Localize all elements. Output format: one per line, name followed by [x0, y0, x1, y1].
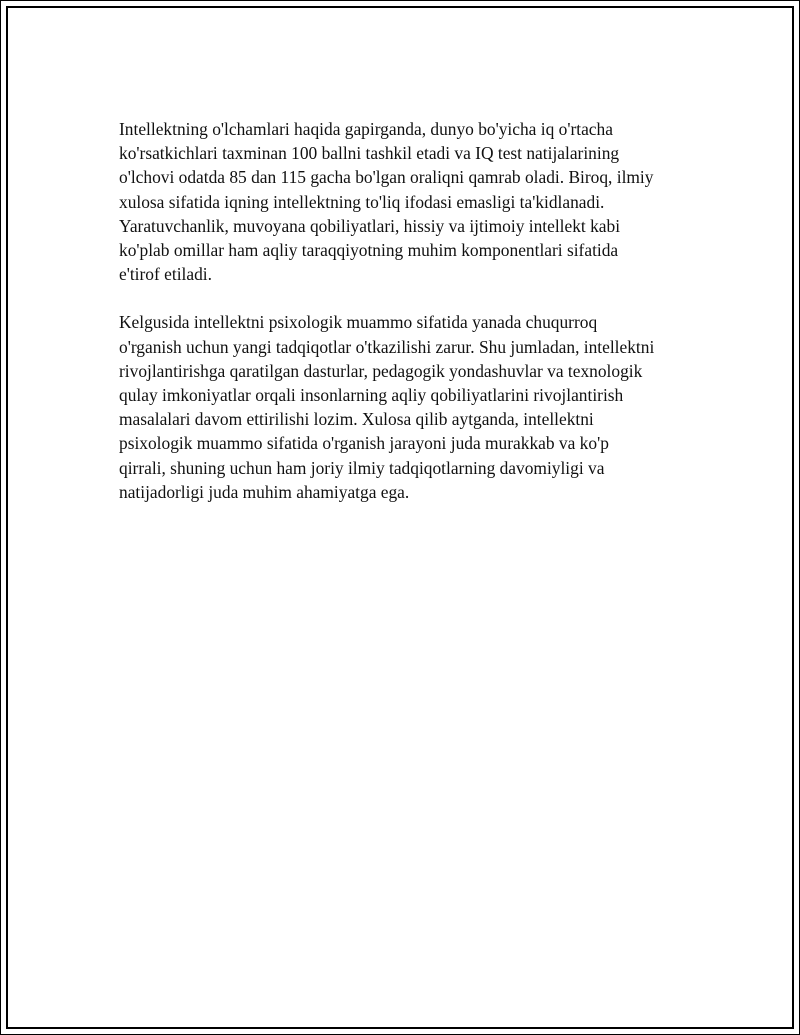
- text-line: e'tirof etiladi.: [119, 264, 212, 285]
- text-line: qulay imkoniyatlar orqali insonlarning aqliy qobiliyatlarini rivojlantirish: [119, 385, 624, 406]
- text-line: Intellektning o'lchamlari haqida gapirganda, dunyo bo'yicha iq o'rtacha: [119, 119, 613, 139]
- text-line: qirrali, shuning uchun ham joriy ilmiy tadqiqotlarning davomiyligi va: [119, 457, 605, 478]
- text-line: o'lchovi odatda 85 dan 115 gacha bo'lgan oraliqni qamrab oladi. Biroq, ilmiy: [119, 167, 654, 188]
- text-line: o'rganish uchun yangi tadqiqotlar o'tkazilishi zarur. Shu jumladan, intellektni: [119, 336, 655, 357]
- text-line: masalalari davom ettirilishi lozim. Xulosa qilib aytganda, intellektni: [119, 409, 594, 430]
- text-line: Yaratuvchanlik, muvoyana qobiliyatlari, hissiy va ijtimoiy intellekt kabi: [119, 215, 621, 236]
- text-line: natijadorligi juda muhim ahamiyatga ega.: [119, 481, 410, 502]
- text-line: xulosa sifatida iqning intellektning to'liq ifodasi emasligi ta'kidlanadi.: [119, 191, 605, 212]
- paragraph-1: [119, 117, 699, 286]
- text-line: ko'rsatkichlari taxminan 100 ballni tashkil etadi va IQ test natijalarining: [119, 143, 620, 164]
- text-line: Kelgusida intellektni psixologik muammo sifatida yanada chuqurroq: [119, 312, 598, 333]
- document-body: [119, 117, 699, 528]
- text-line: ko'plab omillar ham aqliy taraqqiyotning muhim komponentlari sifatida: [119, 240, 619, 261]
- text-line: psixologik muammo sifatida o'rganish jarayoni juda murakkab va ko'p: [119, 433, 609, 454]
- text-line: rivojlantirishga qaratilgan dasturlar, pedagogik yondashuvlar va texnologik: [119, 360, 643, 381]
- paragraph-2: [119, 310, 699, 504]
